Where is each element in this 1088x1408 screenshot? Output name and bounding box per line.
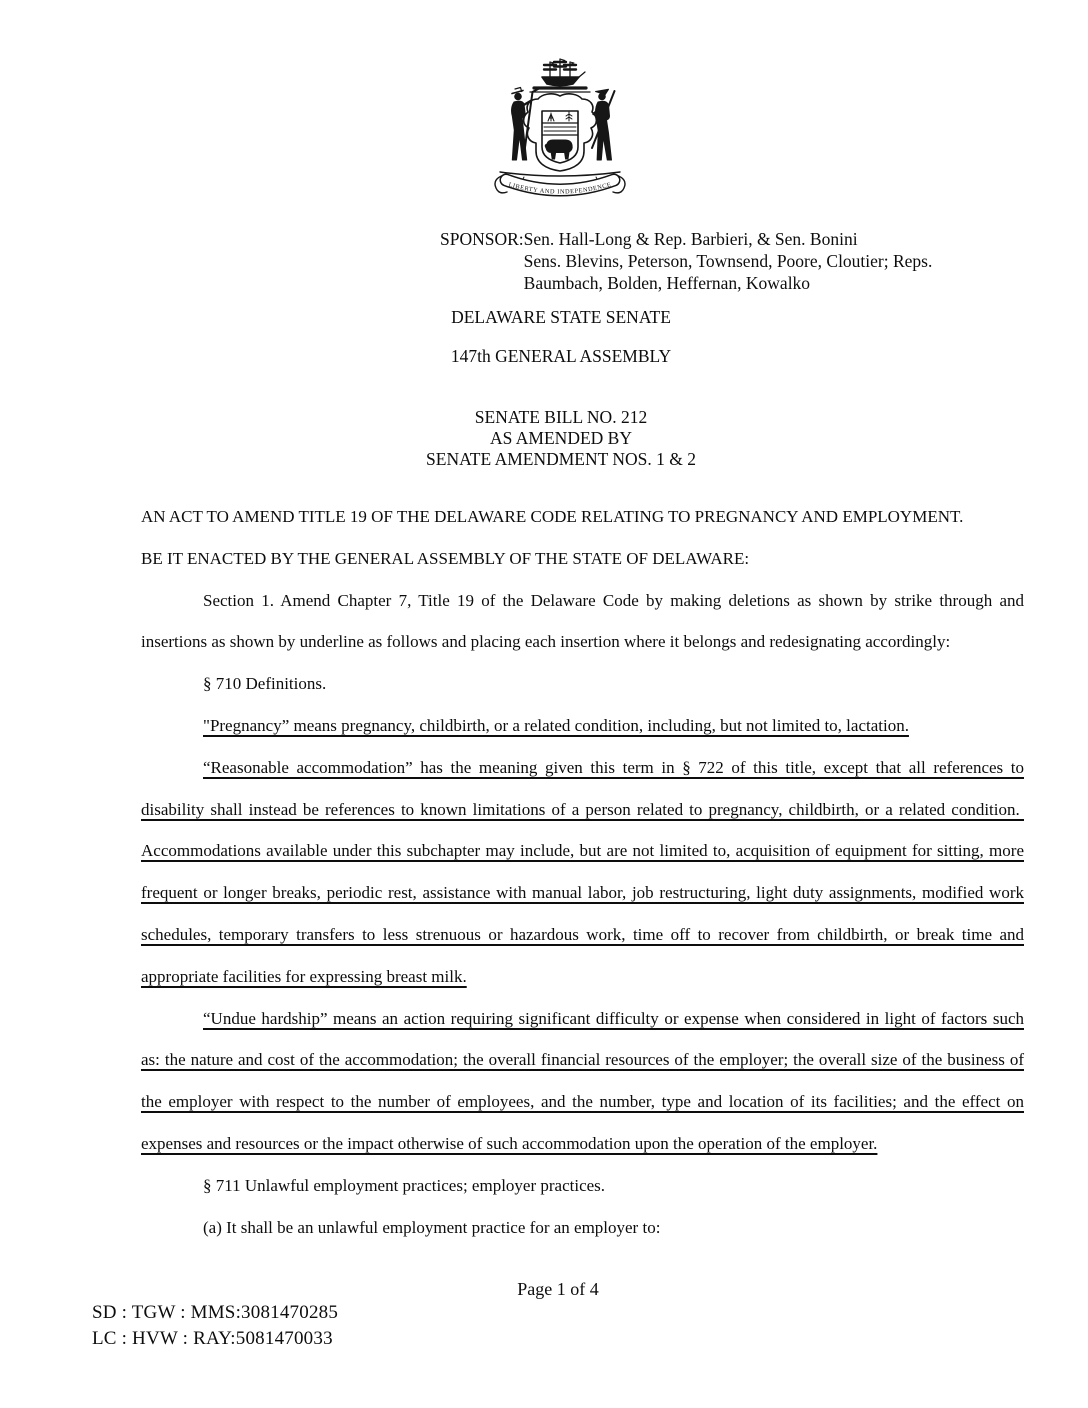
bill-heading [0, 407, 1088, 470]
shield-icon [542, 111, 578, 163]
act-title: AN ACT TO AMEND TITLE 19 OF THE DELAWARE CODE RELATING TO PREGNANCY AND EMPLOYMENT. [141, 507, 964, 526]
definition-undue-hardship: “Undue hardship” means an action requiring significant difficulty or expense when considered in light of factors such as: the nature and cost of the accommodation; the overall financial resources of the employer; the overall size of the business of the employer with respect to the number of employees, and the number, type and location of its facilities; and the effect on expenses and resources or the impact otherwise of such accommodation upon the operation of the employer. [141, 1008, 1024, 1153]
sponsor-line-2: Sens. Blevins, Peterson, Townsend, Poore, Cloutier; Reps. [523, 251, 933, 271]
assembly-title: 147th GENERAL ASSEMBLY [450, 346, 672, 366]
document-code-line-2: LC : HVW : RAY:5081470033 [92, 1328, 333, 1349]
bill-amended-by-line: AS AMENDED BY [490, 428, 632, 448]
sponsor-label: SPONSOR: [440, 229, 524, 249]
sponsor-line-3: Baumbach, Bolden, Heffernan, Kowalko [523, 273, 811, 293]
subsection-a-lead-in: (a) It shall be an unlawful employment practice for an employer to: [203, 1217, 661, 1237]
page-number: Page 1 of 4 [517, 1279, 599, 1299]
document-code-block [92, 1300, 338, 1352]
delaware-coat-of-arms-seal [472, 55, 648, 205]
section-1-paragraph: Section 1. Amend Chapter 7, Title 19 of the Delaware Code by making deletions as shown by strike through and insertions as shown by underline as follows and placing each insertion where it belongs and redesignating accordingly: [141, 590, 1024, 652]
enacting-clause: BE IT ENACTED BY THE GENERAL ASSEMBLY OF THE STATE OF DELAWARE: [141, 548, 750, 568]
definition-pregnancy: "Pregnancy” means pregnancy, childbirth, or a related condition, including, but not limited to, lactation. [203, 715, 909, 735]
sponsor-block [440, 228, 932, 294]
sponsor-line-1: Sen. Hall-Long & Rep. Barbieri, & Sen. Bonini [523, 229, 858, 249]
sponsor-names [524, 228, 933, 294]
document-code-line-1: SD : TGW : MMS:3081470285 [92, 1302, 339, 1323]
seal-motto: LIBERTY AND INDEPENDENCE [507, 181, 613, 196]
bill-body [141, 496, 1024, 1248]
section-711-heading: § 711 Unlawful employment practices; employer practices. [203, 1175, 606, 1195]
bill-amendment-nos-line: SENATE AMENDMENT NOS. 1 & 2 [426, 449, 696, 469]
chamber-title: DELAWARE STATE SENATE [451, 307, 671, 327]
bill-number-line: SENATE BILL NO. 212 [474, 407, 648, 427]
definition-reasonable-accommodation: “Reasonable accommodation” has the meaning given this term in § 722 of this title, except that all references to disability shall instead be references to known limitations of a person related to pregnancy, childbirth, or a related condition. Accommodations available under this subchapter may include, but are not limited to, acquisition of equipment for sitting, more frequent or longer breaks, periodic rest, assistance with manual labor, job restructuring, light duty assignments, modified work schedules, temporary transfers to less strenuous or hazardous work, time off to recover from childbirth, or break time and appropriate facilities for expressing breast milk. [141, 757, 1024, 986]
section-710-heading: § 710 Definitions. [203, 674, 327, 694]
ship-icon [542, 59, 585, 86]
